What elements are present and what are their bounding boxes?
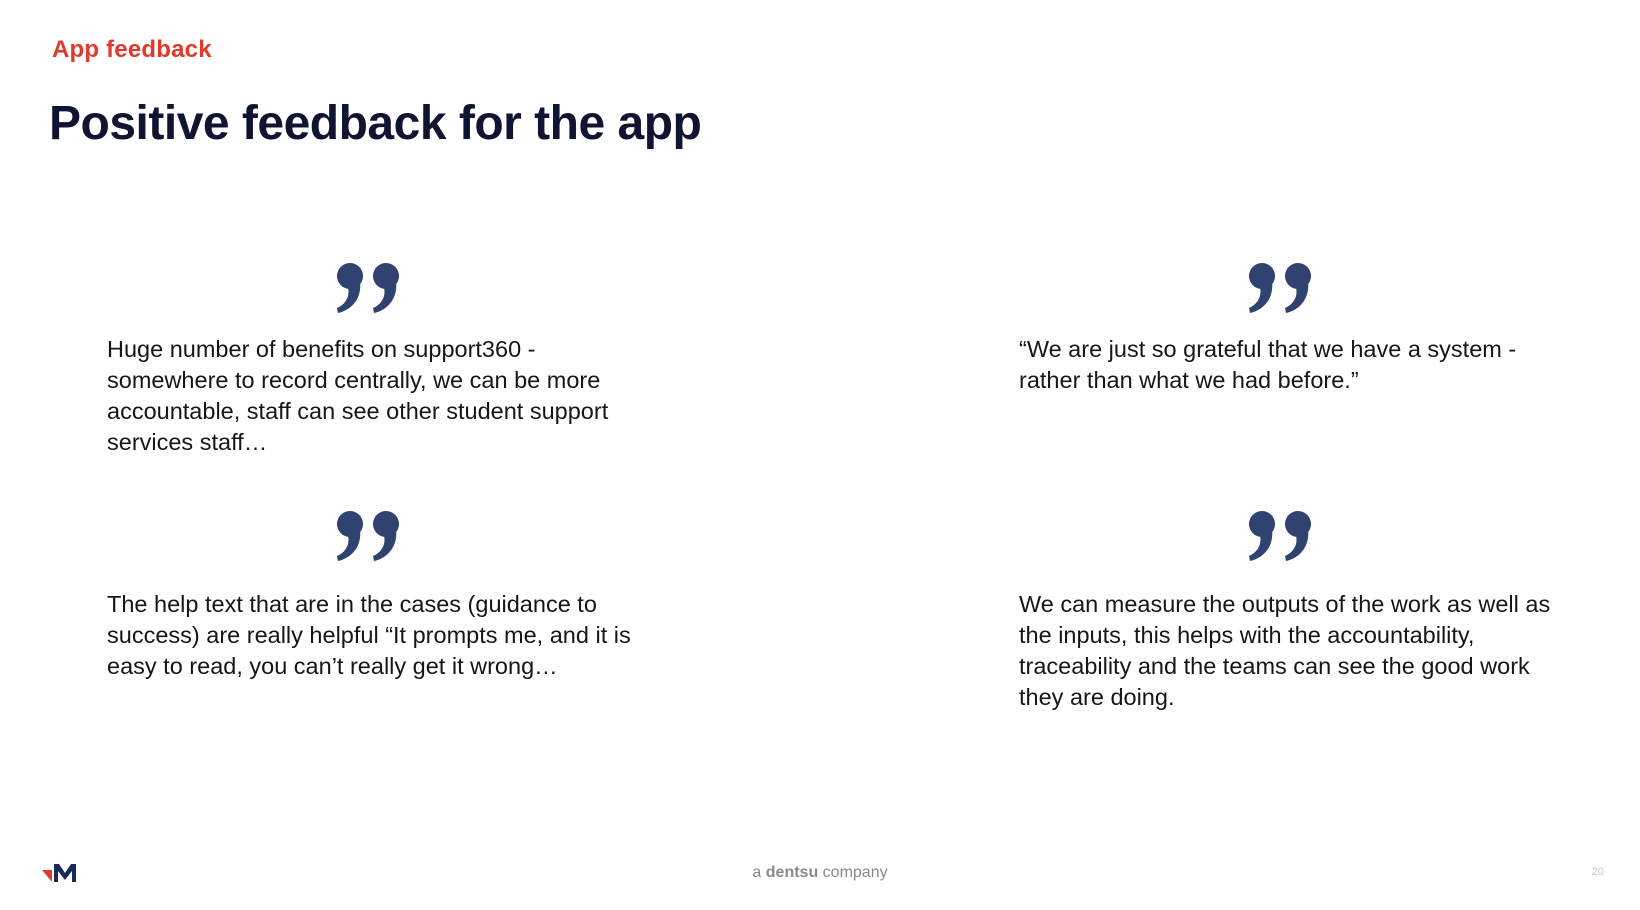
page-number: 20: [1591, 866, 1604, 878]
eyebrow-label: App feedback: [52, 36, 212, 63]
quote-text-3: The help text that are in the cases (guidance to success) are really helpful “It prompts me, and it is easy to read, you can’t really get it wrong…: [107, 591, 631, 679]
quote-text-4: We can measure the outputs of the work as well as the inputs, this helps with the accountability, traceability and the teams can see the good work they are doing.: [1019, 591, 1551, 710]
tagline-prefix: a: [752, 864, 762, 881]
page-title: Positive feedback for the app: [49, 97, 702, 150]
quote-text-1: Huge number of benefits on support360 - somewhere to record centrally, we can be more accountable, staff can see other student support services staff…: [107, 336, 609, 455]
quote-text-2: “We are just so grateful that we have a system - rather than what we had before.”: [1019, 336, 1517, 393]
tagline-brand: dentsu: [765, 864, 819, 881]
tagline-suffix: company: [822, 864, 888, 881]
quote-marks-icon: [1246, 510, 1318, 562]
footer-tagline: [0, 864, 1640, 882]
quote-marks-icon: [334, 510, 406, 562]
quote-marks-icon: [1246, 262, 1318, 314]
quote-marks-icon: [334, 262, 406, 314]
